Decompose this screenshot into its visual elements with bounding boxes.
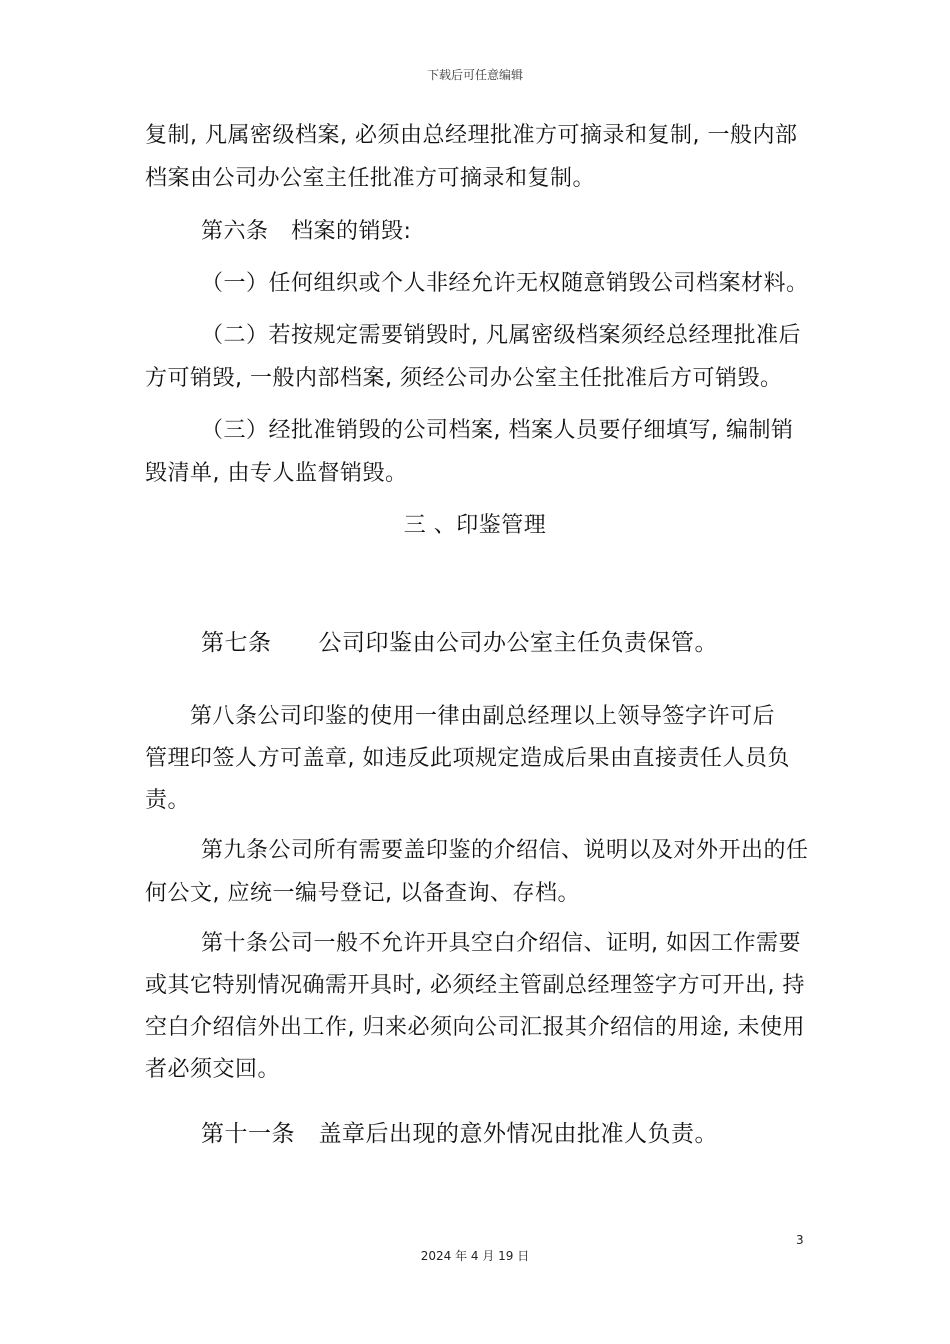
body-line: 管理印签人方可盖章, 如违反此项规定造成后果由直接责任人员负 [145, 746, 790, 771]
body-line: 方可销毁, 一般内部档案, 须经公司办公室主任批准后方可销毁。 [145, 366, 783, 391]
body-line: 何公文, 应统一编号登记, 以备查询、存档。 [145, 881, 580, 906]
section-title: 三 、印鉴管理 [403, 513, 547, 538]
page-header: 下载后可任意编辑 [426, 68, 523, 82]
body-line: 第九条公司所有需要盖印鉴的介绍信、说明以及对外开出的任 [201, 838, 809, 863]
body-line: 者必须交回。 [145, 1057, 281, 1082]
body-line: 第十条公司一般不允许开具空白介绍信、证明, 如因工作需要 [201, 931, 801, 956]
body-line: 第八条公司印鉴的使用一律由副总经理以上领导签字许可后 [190, 704, 776, 729]
page-number: 3 [796, 1233, 804, 1247]
body-line: 毁清单, 由专人监督销毁。 [145, 461, 408, 486]
article-line: 第七条 公司印鉴由公司办公室主任负责保管。 [201, 630, 718, 656]
body-line: 空白介绍信外出工作, 归来必须向公司汇报其介绍信的用途, 未使用 [145, 1015, 805, 1040]
body-line: 责。 [145, 788, 191, 813]
body-line: （三）经批准销毁的公司档案, 档案人员要仔细填写, 编制销 [201, 418, 794, 443]
article-line: 第十一条 盖章后出现的意外情况由批准人负责。 [201, 1121, 718, 1147]
body-line: 或其它特别情况确需开具时, 必须经主管副总经理签字方可开出, 持 [145, 973, 805, 998]
article-heading: 第六条 档案的销毁: [201, 219, 412, 244]
body-line: 复制, 凡属密级档案, 必须由总经理批准方可摘录和复制, 一般内部 [145, 123, 798, 148]
page-footer-date: 2024 年 4 月 19 日 [420, 1249, 530, 1263]
body-line: 档案由公司办公室主任批准方可摘录和复制。 [145, 166, 596, 191]
body-line: （一）任何组织或个人非经允许无权随意销毁公司档案材料。 [201, 271, 809, 296]
body-line: （二）若按规定需要销毁时, 凡属密级档案须经总经理批准后 [201, 323, 801, 348]
